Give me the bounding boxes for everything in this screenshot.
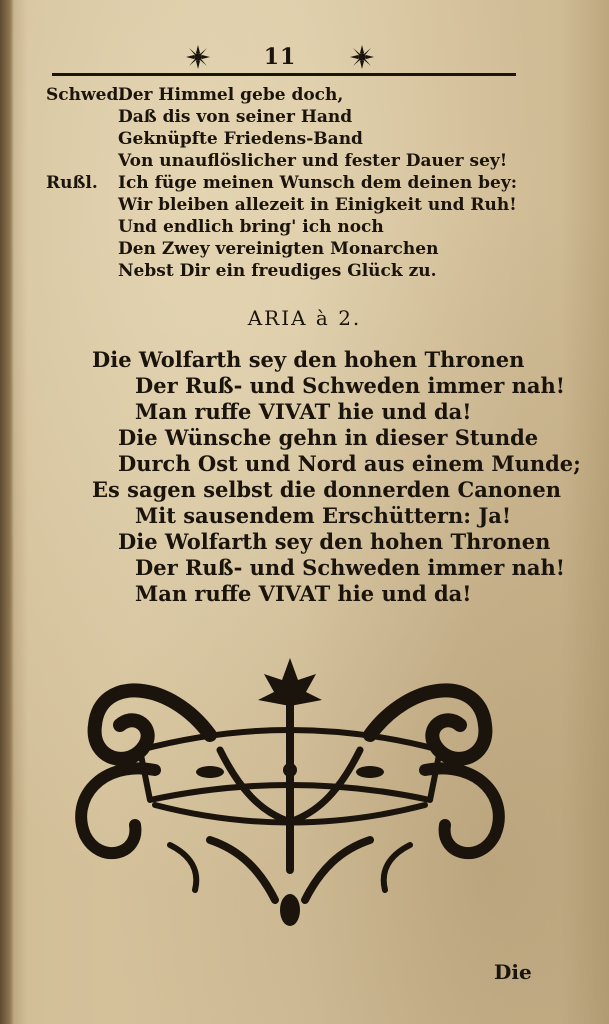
dialogue-line: Daß dis von seiner Hand [118,107,353,127]
ornament-tailpiece-icon [60,640,520,930]
dialogue-line: Geknüpfte Friedens-Band [118,129,363,149]
page-header [185,40,375,74]
dialogue-line: Der Himmel gebe doch, [118,85,344,105]
dialogue-line: Wir bleiben allezeit in Einigkeit und Ruh! [118,195,517,215]
fleuron-right-icon [349,44,375,70]
aria-line: Man ruffe VIVAT hie und da! [135,581,472,606]
dialogue-line: Ich füge meinen Wunsch dem deinen bey: [118,173,517,193]
catchword: Die [494,960,532,984]
page-number: 11 [263,44,297,70]
aria-line: Der Ruß- und Schweden immer nah! [135,373,565,398]
aria-line: Es sagen selbst die donnerden Canonen [92,477,561,502]
speaker-label: Rußl. [46,173,98,193]
speaker-label: Schwed. [46,85,125,105]
aria-line: Der Ruß- und Schweden immer nah! [135,555,565,580]
aria-title: ARIA à 2. [247,306,362,330]
aria-line: Die Wolfarth sey den hohen Thronen [92,347,525,372]
aria-line: Durch Ost und Nord aus einem Munde; [118,451,581,476]
fleuron-left-icon [185,44,211,70]
dialogue-line: Nebst Dir ein freudiges Glück zu. [118,261,437,281]
dialogue-line: Den Zwey vereinigten Monarchen [118,239,439,259]
aria-line: Die Wünsche gehn in dieser Stunde [118,425,539,450]
header-rule [52,73,516,76]
dialogue-line: Von unauflöslicher und fester Dauer sey! [118,151,508,171]
dialogue-line: Und endlich bring' ich noch [118,217,384,237]
page-binding-shadow [0,0,14,1024]
aria-line: Die Wolfarth sey den hohen Thronen [118,529,551,554]
aria-line: Man ruffe VIVAT hie und da! [135,399,472,424]
aria-line: Mit sausendem Erschüttern: Ja! [135,503,512,528]
